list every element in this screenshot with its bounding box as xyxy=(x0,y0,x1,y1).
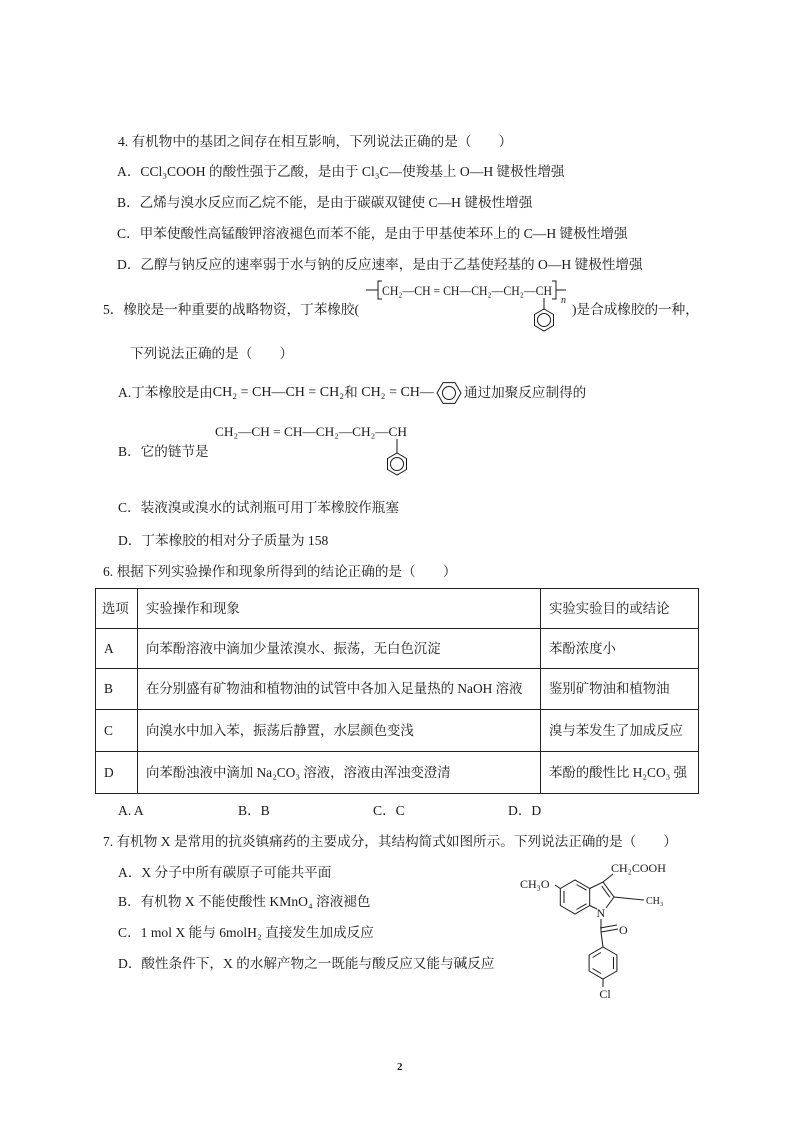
q7-option-d: D．酸性条件下，X 的水解产物之一既能与酸反应又能与碱反应 xyxy=(118,956,495,971)
methoxy-label: CH₃O xyxy=(520,877,550,891)
q4-option-c: C．甲苯使酸性高锰酸钾溶液褪色而苯不能，是由于甲基使苯环上的 C—H 键极性增强 xyxy=(117,226,628,241)
header-conclusion: 实验实验目的或结论 xyxy=(541,589,699,629)
bond xyxy=(555,885,560,889)
benzene-ring xyxy=(434,381,464,405)
q5-stem-line2: 下列说法正确的是（ ） xyxy=(130,346,294,361)
polymer-subscript: n xyxy=(561,295,566,306)
q4-option-d: D．乙醇与钠反应的速率弱于水与钠的反应速率，是由于乙基使羟基的 O—H 键极性增强 xyxy=(117,257,643,272)
q6-choice-d: D．D xyxy=(508,803,542,818)
table-header-row xyxy=(96,589,699,629)
page-number: 2 xyxy=(397,1061,403,1073)
row-operation: 向溴水中加入苯，振荡后静置，水层颜色变浅 xyxy=(138,710,541,752)
row-operation: 向苯酚溶液中滴加少量浓溴水、振荡，无白色沉淀 xyxy=(138,629,541,669)
q7-option-b: B．有机物 X 不能使酸性 KMnO₄ 溶液褪色 xyxy=(118,894,371,909)
row-conclusion: 苯酚浓度小 xyxy=(541,629,699,669)
nitrogen-label: N xyxy=(596,906,606,920)
double-bond xyxy=(601,929,618,932)
experiment-table xyxy=(95,588,699,794)
compound-x-structure xyxy=(510,855,690,1005)
q4-option-a: A．CCl₃COOH 的酸性强于乙酸，是由于 Cl₃C—使羧基上 O—H 键极性增强 xyxy=(117,164,565,179)
row-option: A xyxy=(96,629,138,669)
bond xyxy=(614,897,644,900)
double-bond xyxy=(600,925,617,928)
polymer-chain-text: CH₂—CH = CH—CH₂—CH₂—CH xyxy=(382,283,552,298)
q7-stem: 7. 有机物 X 是常用的抗炎镇痛药的主要成分，其结构简式如图所示。下列说法正确的是（ ） xyxy=(103,834,677,849)
styrene-formula: CH₂ = CH— xyxy=(357,385,434,400)
row-conclusion: 鉴别矿物油和植物油 xyxy=(541,669,699,710)
bond xyxy=(601,932,603,947)
table-row xyxy=(96,629,699,669)
header-option: 选项 xyxy=(96,589,138,629)
row-conclusion: 苯酚的酸性比 H₂CO₃ 强 xyxy=(541,752,699,794)
table-row xyxy=(96,669,699,710)
methyl-label: CH₃ xyxy=(646,896,664,907)
header-operation: 实验操作和现象 xyxy=(138,589,541,629)
row-option: D xyxy=(96,752,138,794)
bond xyxy=(603,874,613,882)
right-bracket xyxy=(552,281,556,299)
table-row xyxy=(96,752,699,794)
q4-stem: 4. 有机物中的基团之间存在相互影响，下列说法正确的是（ ） xyxy=(118,134,513,149)
acetic-acid-label: CH₂COOH xyxy=(611,861,666,875)
q5-option-d: D．丁苯橡胶的相对分子质量为 158 xyxy=(118,533,329,548)
q5-option-a-prefix: A.丁苯橡胶是由 xyxy=(118,385,213,400)
butadiene-formula: CH₂ = CH—CH = CH₂ xyxy=(212,385,345,400)
q5-option-a-conjunction: 和 xyxy=(344,385,358,400)
oxygen-label: O xyxy=(619,923,628,937)
chlorophenyl-ring xyxy=(589,947,617,979)
q5-option-c: C．装液溴或溴水的试剂瓶可用丁苯橡胶作瓶塞 xyxy=(118,500,399,515)
q6-choice-b: B．B xyxy=(238,803,270,818)
indole-benzene-ring xyxy=(560,880,589,914)
q6-choice-c: C．C xyxy=(373,803,405,818)
row-option: C xyxy=(96,710,138,752)
repeat-unit-chain-text: CH₂—CH = CH—CH₂—CH₂—CH xyxy=(215,424,407,439)
q4-option-b: B．乙烯与溴水反应而乙烷不能，是由于碳碳双键使 C—H 键极性增强 xyxy=(117,195,533,210)
styrene-butadiene-rubber-structure xyxy=(362,278,577,338)
q5-stem-start: 5．橡胶是一种重要的战略物资，丁苯橡胶( xyxy=(103,302,360,317)
row-operation: 向苯酚浊液中滴加 Na₂CO₃ 溶液，溶液由浑浊变澄清 xyxy=(138,752,541,794)
benzene-ring xyxy=(388,453,407,475)
q5-option-a xyxy=(118,381,586,405)
row-operation: 在分别盛有矿物油和植物油的试管中各加入足量热的 NaOH 溶液 xyxy=(138,669,541,710)
table-row xyxy=(96,710,699,752)
q5-option-b: B．它的链节是 xyxy=(118,444,209,459)
row-option: B xyxy=(96,669,138,710)
chlorine-label: Cl xyxy=(599,987,611,1001)
q6-choice-a: A. A xyxy=(118,803,144,818)
pyrrole-ring xyxy=(590,882,614,909)
q5-stem-end: )是合成橡胶的一种， xyxy=(572,302,699,317)
benzene-ring xyxy=(535,309,554,331)
q6-stem: 6. 根据下列实验操作和现象所得到的结论正确的是（ ） xyxy=(103,564,457,579)
q5-option-a-suffix: 通过加聚反应制得的 xyxy=(463,385,587,400)
q7-option-a: A．X 分子中所有碳原子可能共平面 xyxy=(118,865,332,880)
repeat-unit-structure xyxy=(207,420,417,482)
row-conclusion: 溴与苯发生了加成反应 xyxy=(541,710,699,752)
q7-option-c: C．1 mol X 能与 6molH₂ 直接发生加成反应 xyxy=(118,925,374,940)
